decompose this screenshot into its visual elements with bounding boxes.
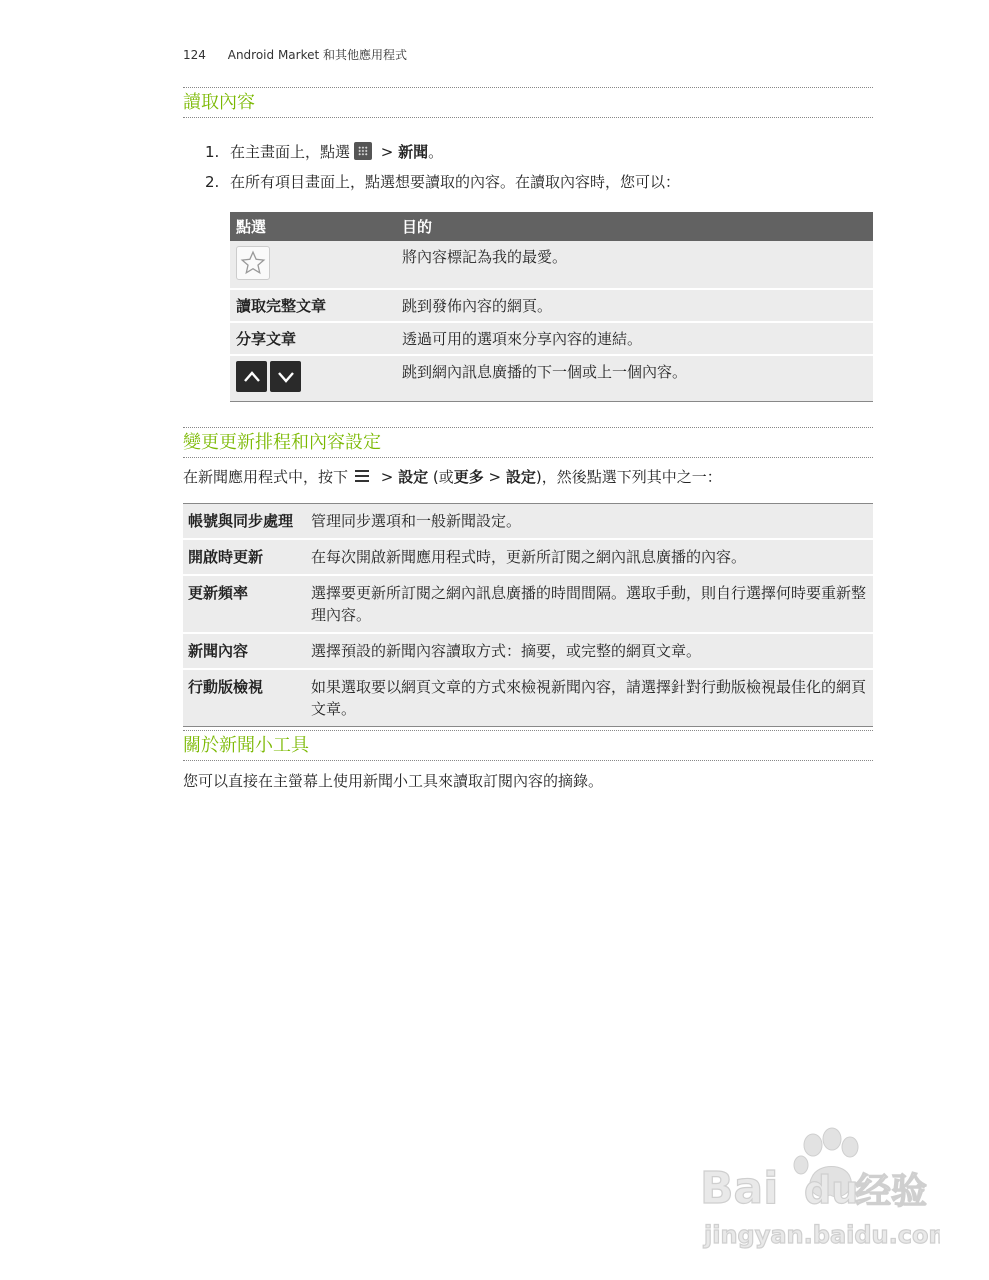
- intro-text: >: [483, 468, 506, 486]
- table-cell: [230, 355, 396, 401]
- step-item: [205, 172, 873, 202]
- table-row: [230, 322, 873, 355]
- table-cell: 透過可用的選項來分享內容的連結。: [396, 322, 873, 355]
- page-number: 124: [183, 48, 206, 62]
- section-news-widget: [183, 730, 873, 761]
- step-number: 2.: [205, 173, 220, 191]
- table-cell: 行動版檢視: [183, 669, 306, 727]
- table-row: [183, 504, 873, 540]
- table-row: [230, 355, 873, 401]
- step-text-part: 在主畫面上，點選: [230, 143, 351, 161]
- chapter-title: Android Market 和其他應用程式: [227, 48, 408, 62]
- table-header-row: [230, 212, 873, 241]
- watermark-brand2: du: [804, 1168, 859, 1212]
- intro-text: )，然後點選下列其中之一：: [535, 468, 722, 486]
- chevron-down-icon: [270, 361, 301, 392]
- table-cell: 新聞內容: [183, 633, 306, 669]
- settings-table: [183, 503, 873, 727]
- section-title: 變更更新排程和內容設定: [183, 427, 873, 458]
- section-read-content: [183, 87, 873, 118]
- table-cell: 跳到網內訊息廣播的下一個或上一個內容。: [396, 355, 873, 401]
- intro-bold: 更多: [453, 468, 484, 486]
- section-title: 讀取內容: [183, 87, 873, 118]
- table-cell: 在每次開啟新聞應用程式時，更新所訂閱之網內訊息廣播的內容。: [306, 539, 873, 575]
- table-row: [183, 669, 873, 727]
- table-cell: 跳到發佈內容的網頁。: [396, 289, 873, 322]
- section-update-settings: [183, 427, 873, 458]
- actions-table: [230, 212, 873, 402]
- table-row: [183, 633, 873, 669]
- table-row: [183, 539, 873, 575]
- table-cell: 如果選取要以網頁文章的方式來檢視新聞內容，請選擇針對行動版檢視最佳化的網頁文章。: [306, 669, 873, 727]
- step-item: [205, 142, 873, 172]
- table-header-cell: 目的: [396, 212, 873, 241]
- table-row: [230, 241, 873, 289]
- chevron-up-icon: [236, 361, 267, 392]
- intro-text: 在新聞應用程式中，按下: [183, 468, 349, 486]
- step-text: [230, 142, 443, 172]
- watermark-cn: 经验: [855, 1171, 928, 1212]
- table-cell: 選擇要更新所訂閱之網內訊息廣播的時間間隔。選取手動，則自行選擇何時要重新整理內容。: [306, 575, 873, 633]
- intro-text: >: [376, 468, 399, 486]
- watermark-brand: Bai: [700, 1163, 779, 1214]
- table-cell: 帳號與同步處理: [183, 504, 306, 540]
- table-cell: 將內容標記為我的最愛。: [396, 241, 873, 289]
- table-row: [230, 289, 873, 322]
- steps-list: [205, 142, 873, 202]
- page-header: [183, 46, 407, 63]
- star-icon: [236, 246, 270, 280]
- step-text: 在所有項目畫面上，點選想要讀取的內容。在讀取內容時，您可以：: [230, 173, 681, 191]
- menu-icon: [352, 467, 372, 485]
- section-title: 關於新聞小工具: [183, 730, 873, 761]
- widget-text: 您可以直接在主螢幕上使用新聞小工具來讀取訂閱內容的摘錄。: [183, 772, 604, 790]
- all-apps-icon: [354, 142, 372, 160]
- intro-text: (或: [428, 468, 454, 486]
- watermark-url: jingyan.baidu.com: [704, 1221, 940, 1249]
- up-down-arrows-icon: [236, 361, 390, 392]
- table-cell: 管理同步選項和一般新聞設定。: [306, 504, 873, 540]
- step-number: 1.: [205, 143, 220, 161]
- table-cell: 開啟時更新: [183, 539, 306, 575]
- settings-intro: [183, 466, 722, 487]
- table-cell: 分享文章: [230, 322, 396, 355]
- table-row: [183, 575, 873, 633]
- intro-bold: 設定: [398, 468, 429, 486]
- step-text-bold: 新聞: [398, 143, 429, 161]
- table-cell: 讀取完整文章: [230, 289, 396, 322]
- table-header-cell: 點選: [230, 212, 396, 241]
- table-cell: 選擇預設的新聞內容讀取方式：摘要，或完整的網頁文章。: [306, 633, 873, 669]
- step-text-part: 。: [428, 143, 444, 161]
- table-cell: [230, 241, 396, 289]
- step-text-part: >: [376, 143, 399, 161]
- table-cell: 更新頻率: [183, 575, 306, 633]
- baidu-watermark: [700, 1125, 940, 1255]
- intro-bold: 設定: [505, 468, 536, 486]
